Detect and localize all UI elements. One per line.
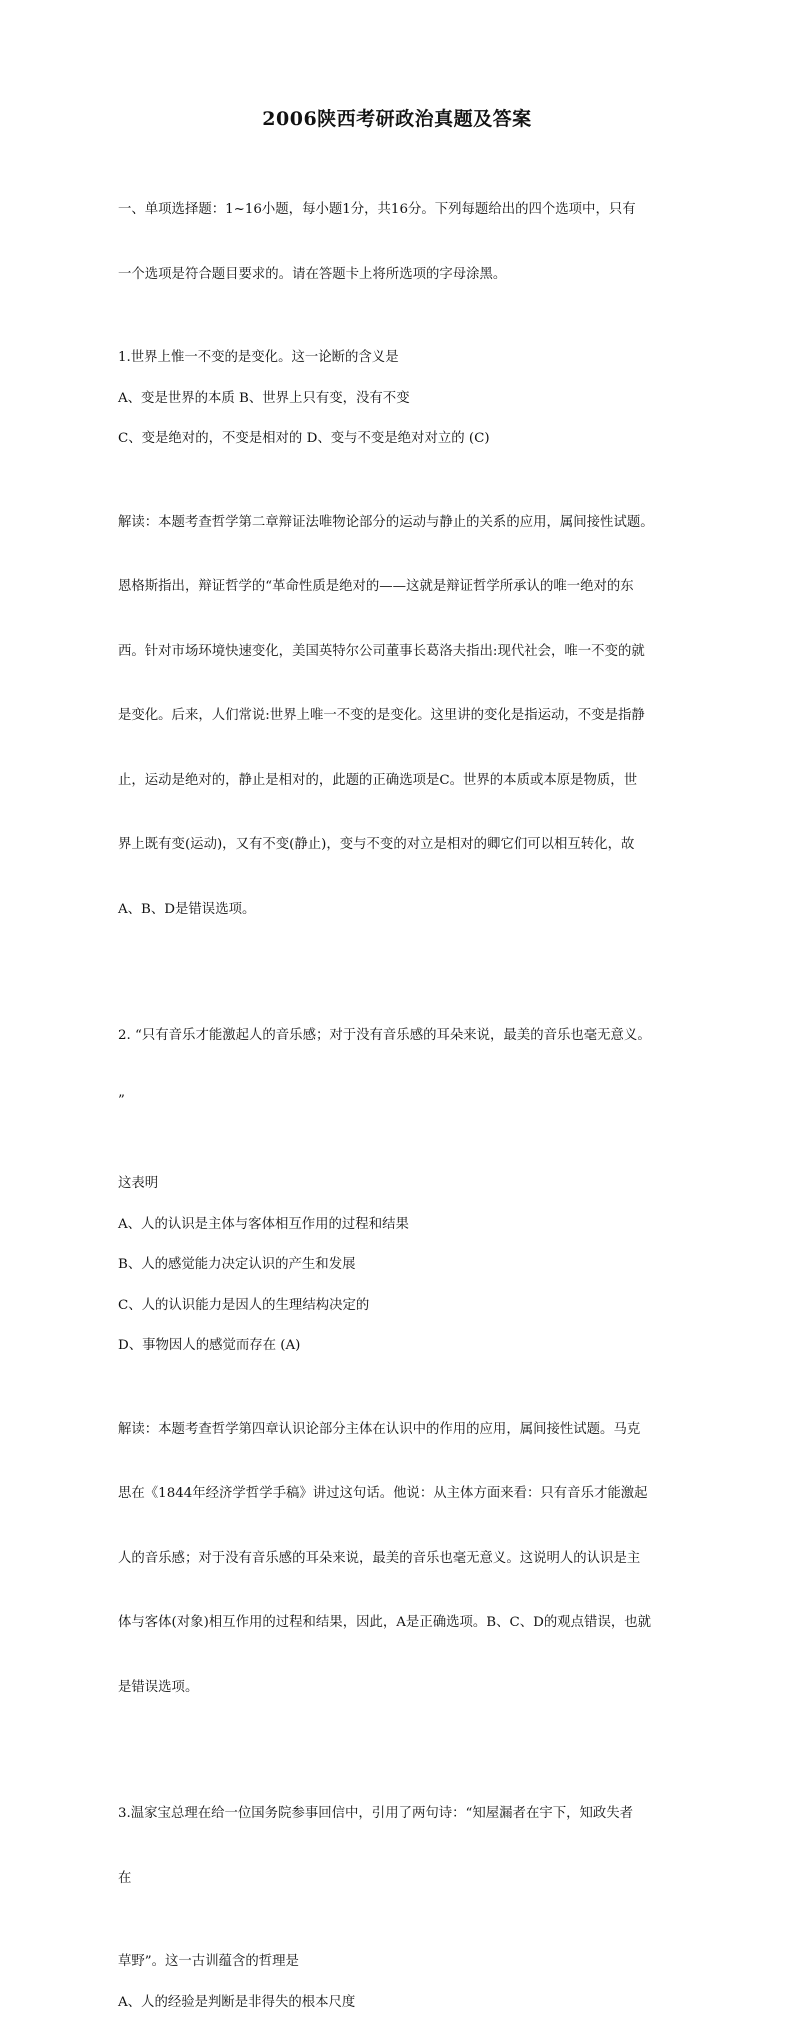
question-3-option-a: A、人的经验是判断是非得失的根本尺度 <box>118 1994 356 2010</box>
analysis-line: 思在《1844年经济学哲学手稿》讲过这句话。他说：从主体方面来看：只有音乐才能激起 <box>118 1486 648 1501</box>
intro-line: 一、单项选择题：1~16小题，每小题1分，共16分。下列每题给出的四个选项中，只有 <box>118 202 636 217</box>
question-2-option-c: C、人的认识能力是因人的生理结构决定的 <box>118 1297 370 1313</box>
question-2-analysis <box>118 1376 678 1742</box>
analysis-line: 西。针对市场环境快速变化，美国英特尔公司董事长葛洛夫指出:现代社会，唯一不变的就 <box>118 643 645 659</box>
analysis-line: 解读：本题考查哲学第四章认识论部分主体在认识中的作用的应用，属间接性试题。马克 <box>118 1421 641 1437</box>
question-3-stem <box>118 1760 678 1932</box>
question-2-option-d: D、事物因人的感觉而存在 (A) <box>118 1338 301 1353</box>
question-3-stem-continued: 草野”。这一古训蕴含的哲理是 <box>118 1954 299 1969</box>
question-1-stem: 1.世界上惟一不变的是变化。这一论断的含义是 <box>118 350 399 365</box>
analysis-line: 人的音乐感；对于没有音乐感的耳朵来说，最美的音乐也毫无意义。这说明人的认识是主 <box>118 1550 641 1566</box>
analysis-line: A、B、D是错误选项。 <box>118 901 256 917</box>
document-body <box>118 156 678 2032</box>
analysis-line: 恩格斯指出，辩证哲学的“革命性质是绝对的——这就是辩证哲学所承认的唯一绝对的东 <box>118 579 634 594</box>
question-2-lead: 这表明 <box>118 1176 159 1191</box>
stem-line: 2. “只有音乐才能激起人的音乐感；对于没有音乐感的耳朵来说，最美的音乐也毫无意义。 <box>118 1028 651 1043</box>
analysis-line: 体与客体(对象)相互作用的过程和结果，因此，A是正确选项。B、C、D的观点错误，也就 <box>118 1615 652 1630</box>
analysis-line: 是变化。后来，人们常说:世界上唯一不变的是变化。这里讲的变化是指运动，不变是指静 <box>118 708 645 723</box>
analysis-line: 解读：本题考查哲学第二章辩证法唯物论部分的运动与静止的关系的应用，属间接性试题。 <box>118 514 654 530</box>
question-2-stem <box>118 982 678 1154</box>
analysis-line: 界上既有变(运动)，又有不变(静止)，变与不变的对立是相对的卿它们可以相互转化，故 <box>118 837 635 852</box>
stem-line: 在 <box>118 1870 132 1886</box>
intro-line: 一个选项是符合题目要求的。请在答题卡上将所选项的字母涂黑。 <box>118 266 507 282</box>
question-2-option-b: B、人的感觉能力决定认识的产生和发展 <box>118 1257 356 1272</box>
document-title: 2006陕西考研政治真题及答案 <box>262 108 532 130</box>
stem-line: 3.温家宝总理在给一位国务院参事回信中，引用了两句诗：“知屋漏者在宇下，知政失者 <box>118 1806 634 1821</box>
question-1-analysis <box>118 469 678 964</box>
analysis-line: 是错误选项。 <box>118 1679 199 1695</box>
question-1-options-cd: C、变是绝对的，不变是相对的 D、变与不变是绝对对立的 (C) <box>118 431 490 446</box>
analysis-line: 止，运动是绝对的，静止是相对的，此题的正确选项是C。世界的本质或本原是物质，世 <box>118 772 638 788</box>
question-1-options-ab: A、变是世界的本质 B、世界上只有变，没有不变 <box>118 390 410 406</box>
section-intro <box>118 156 678 328</box>
stem-line: ” <box>118 1092 125 1108</box>
question-2-option-a: A、人的认识是主体与客体相互作用的过程和结果 <box>118 1216 409 1232</box>
